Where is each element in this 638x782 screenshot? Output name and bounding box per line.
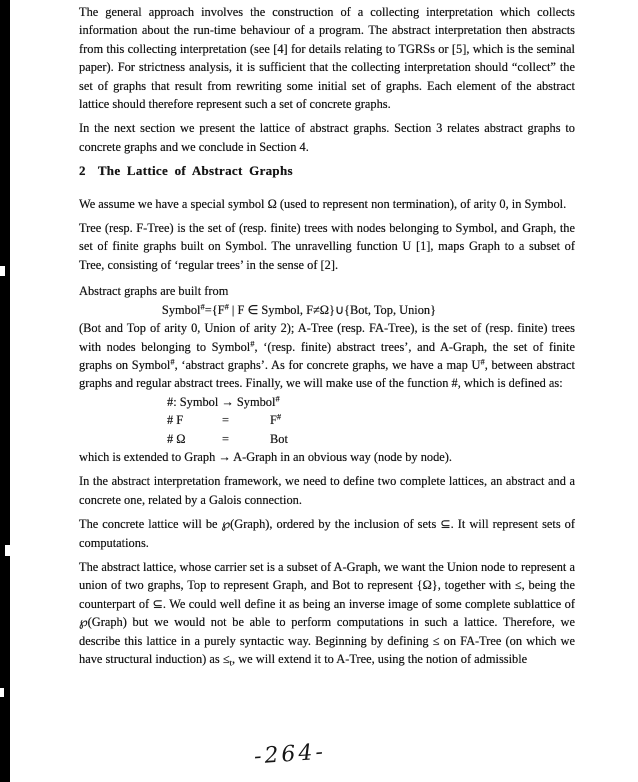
formula-lhs: # Ω (167, 431, 186, 446)
line-extended-node-by-node: which is extended to Graph → A-Graph in an obvious way (node by node). (79, 449, 453, 464)
page-number-handwritten: -264- (253, 739, 327, 770)
formula-hash-signature: #: Symbol → Symbol# (167, 393, 280, 409)
formula-lhs: # F (167, 413, 184, 428)
section-heading-number: 2 (79, 163, 86, 179)
paragraph-section-overview: In the next section we present the lattice of abstract graphs. Section 3 relates abstract graphs to concrete graphs and we conclude in Section 4. (79, 121, 575, 154)
paragraph-galois-connection: In the abstract interpretation framework, we need to define two complete lattices, an abstract and a concrete one, related by a Galois connection. (79, 474, 575, 507)
line-abstract-graphs-intro: Abstract graphs are built from (79, 284, 229, 299)
scan-edge-notch (5, 545, 10, 556)
section-heading (79, 162, 575, 180)
paragraph-omega-symbol: We assume we have a special symbol Ω (used to represent non termination), of arity 0, in Symbol. (79, 196, 567, 211)
scan-edge-notch (0, 688, 4, 697)
paragraph-atree-agraph: (Bot and Top of arity 0, Union of arity 2); A-Tree (resp. FA-Tree), is the set of (resp. finite) trees with nodes belonging to Symbol#, ‘(resp. finite) abstract trees’, and A-Graph, the set of finite graphs on Symbol#, ‘abstract graphs’. As for concrete graphs, we have a map U#, between abstract graphs and regular abstract trees. Finally, we will make use of the function #, which is defined as: (79, 321, 576, 391)
formula-symbol-hash-definition: Symbol#={F# | F ∈ Symbol, F≠Ω}∪{Bot, Top, Union} (161, 301, 437, 317)
paragraph-abstract-lattice: The abstract lattice, whose carrier set is a subset of A-Graph, we want the Union node to represent a union of two graphs, Top to represent Graph, and Bot to represent {Ω}, together with ≤, being the counterpart of ⊆. We could well define it as being an inverse image of some complete sublattice of ℘(Graph) but we would not be able to perform computations in such a lattice. Therefore, we describe this lattice in a purely syntactic way. Beginning by defining ≤ on FA-Tree (on which we have structural induction) as $\le_t$, we will extend it to A-Tree, using the notion of admissible (79, 559, 575, 668)
section-heading-title: The Lattice of Abstract Graphs (97, 163, 293, 179)
formula-rhs: F# (270, 411, 282, 428)
equals-sign: = (222, 413, 229, 428)
formula-hash-case-f (167, 411, 575, 429)
formula-hash-case-omega (167, 430, 575, 448)
scan-edge-artifact (0, 0, 10, 782)
equals-sign: = (222, 431, 229, 446)
paragraph-tree-graph-definitions: Tree (resp. F-Tree) is the set of (resp. finite) trees with nodes belonging to Symbol, and Graph, the set of finite graphs built on Symbol. The unravelling function U [1], maps Graph to a subset of Tree, consisting of ‘regular trees’ in the sense of [2]. (79, 221, 575, 272)
paragraph-general-approach: The general approach involves the construction of a collecting interpretation which collects information about the run-time behaviour of a program. The abstract interpretation then abstracts from this collecting interpretation (see [4] for details relating to TGRSs or [5], which is the seminal paper). For strictness analysis, it is sufficient that the collecting interpretation should “collect” the set of graphs that result from rewriting some initial set of graphs. Each element of the abstract lattice should therefore represent such a set of concrete graphs. (79, 5, 575, 112)
formula-rhs: Bot (270, 431, 288, 446)
paragraph-concrete-lattice: The concrete lattice will be ℘(Graph), ordered by the inclusion of sets ⊆. It will represent sets of computations. (79, 517, 575, 550)
document-body (79, 3, 575, 674)
scan-edge-notch (0, 266, 5, 276)
formula-hash-function (79, 393, 575, 448)
